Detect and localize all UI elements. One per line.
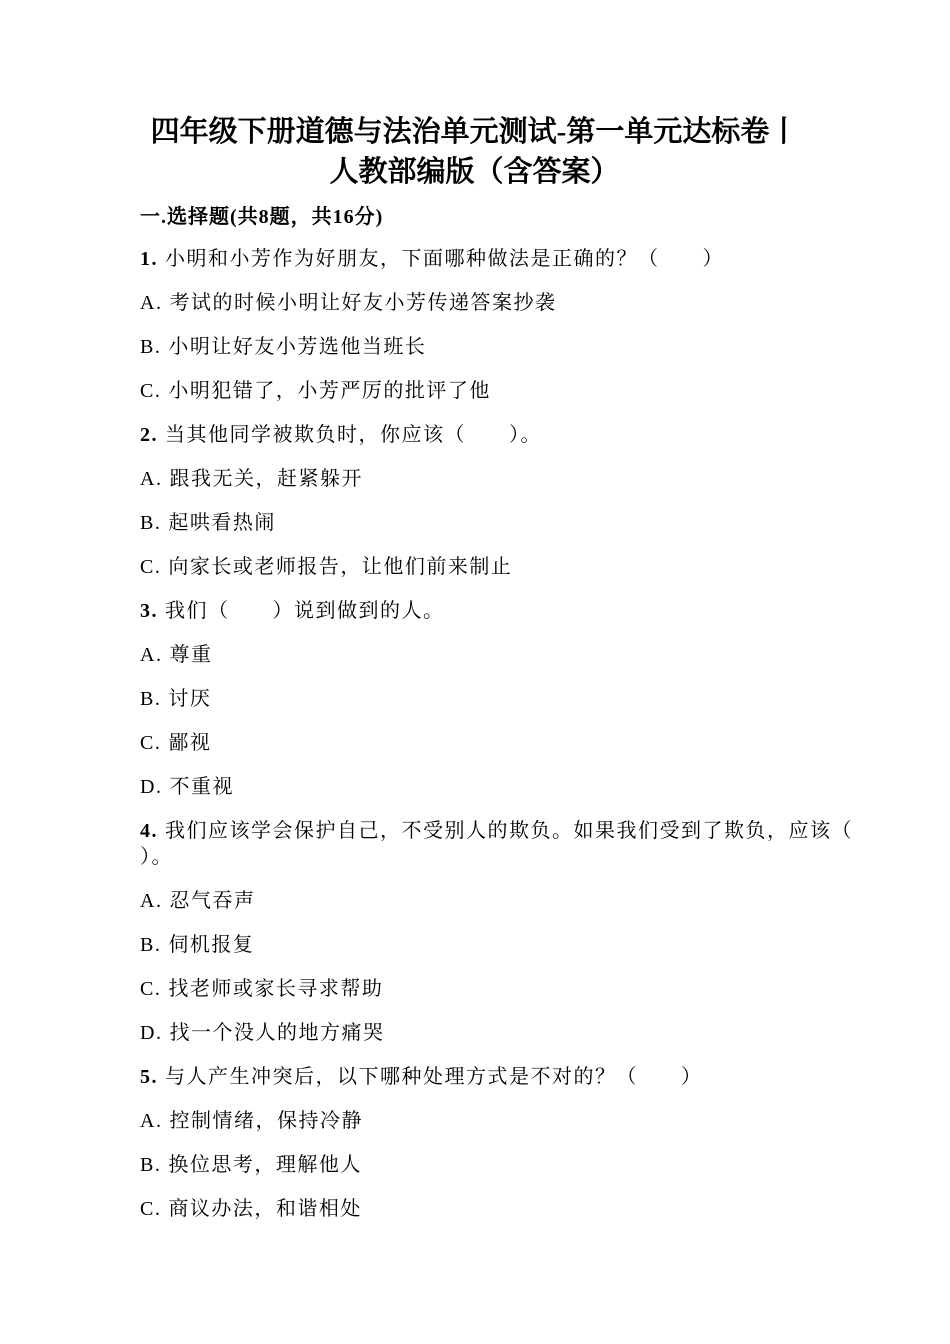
option-line: [140, 290, 864, 316]
option-line: [140, 1020, 864, 1046]
option-line: [140, 1108, 864, 1134]
option-label: C.: [140, 1198, 162, 1220]
option-line: [140, 466, 864, 492]
option-text: 考试的时候小明让好友小芳传递答案抄袭: [169, 292, 557, 314]
option-label: D.: [140, 1022, 163, 1044]
option-line: [140, 976, 864, 1002]
question-list: [140, 246, 870, 1222]
question-line: [140, 422, 864, 448]
option-label: D.: [140, 776, 163, 798]
document-title: 四年级下册道德与法治单元测试-第一单元达标卷丨人教部编版（含答案）: [150, 116, 799, 188]
option-text: 忍气吞声: [169, 890, 256, 912]
option-text: 伺机报复: [168, 934, 255, 956]
option-text: 找老师或家长寻求帮助: [168, 978, 384, 1000]
question-number: 2.: [140, 424, 158, 446]
option-text: 起哄看热闹: [168, 512, 276, 534]
question-text: 小明和小芳作为好朋友，下面哪种做法是正确的？（ ）: [165, 248, 724, 270]
option-label: A.: [140, 890, 163, 912]
question-line: [140, 1064, 864, 1090]
option-text: 小明让好友小芳选他当班长: [168, 336, 427, 358]
option-line: [140, 686, 864, 712]
option-text: 换位思考，理解他人: [168, 1154, 362, 1176]
option-label: C.: [140, 556, 162, 578]
option-label: A.: [140, 1110, 163, 1132]
option-label: A.: [140, 292, 163, 314]
option-text: 向家长或老师报告，让他们前来制止: [168, 556, 513, 578]
question-line: [140, 598, 864, 624]
option-label: C.: [140, 978, 162, 1000]
option-line: [140, 510, 864, 536]
option-line: [140, 1196, 864, 1222]
option-line: [140, 888, 864, 914]
option-text: 不重视: [169, 776, 234, 798]
option-text: 小明犯错了，小芳严厉的批评了他: [168, 380, 491, 402]
question-number: 4.: [140, 820, 158, 842]
option-text: 找一个没人的地方痛哭: [169, 1022, 385, 1044]
option-text: 鄙视: [168, 732, 212, 754]
option-label: A.: [140, 644, 163, 666]
option-label: B.: [140, 512, 162, 534]
option-label: B.: [140, 688, 162, 710]
option-label: A.: [140, 468, 163, 490]
option-text: 跟我无关，赶紧躲开: [169, 468, 363, 490]
option-text: 尊重: [169, 644, 213, 666]
question-text: 我们应该学会保护自己，不受别人的欺负。如果我们受到了欺负，应该（）。: [140, 820, 853, 868]
question-line: [140, 818, 864, 870]
option-line: [140, 774, 864, 800]
question-number: 5.: [140, 1066, 158, 1088]
question-number: 1.: [140, 248, 158, 270]
option-line: [140, 334, 864, 360]
option-line: [140, 932, 864, 958]
section-header: 一.选择题(共8题，共16分): [140, 206, 384, 228]
option-line: [140, 642, 864, 668]
option-line: [140, 1152, 864, 1178]
question-text: 与人产生冲突后，以下哪种处理方式是不对的？（ ）: [165, 1066, 703, 1088]
option-line: [140, 554, 864, 580]
option-label: C.: [140, 732, 162, 754]
option-text: 商议办法，和谐相处: [168, 1198, 362, 1220]
option-label: B.: [140, 934, 162, 956]
question-line: [140, 246, 864, 272]
option-label: B.: [140, 336, 162, 358]
question-number: 3.: [140, 600, 158, 622]
question-text: 当其他同学被欺负时，你应该（ ）。: [165, 424, 542, 446]
option-text: 控制情绪，保持冷静: [169, 1110, 363, 1132]
option-label: C.: [140, 380, 162, 402]
option-line: [140, 730, 864, 756]
option-label: B.: [140, 1154, 162, 1176]
question-text: 我们（ ）说到做到的人。: [165, 600, 445, 622]
option-text: 讨厌: [168, 688, 212, 710]
option-line: [140, 378, 864, 404]
